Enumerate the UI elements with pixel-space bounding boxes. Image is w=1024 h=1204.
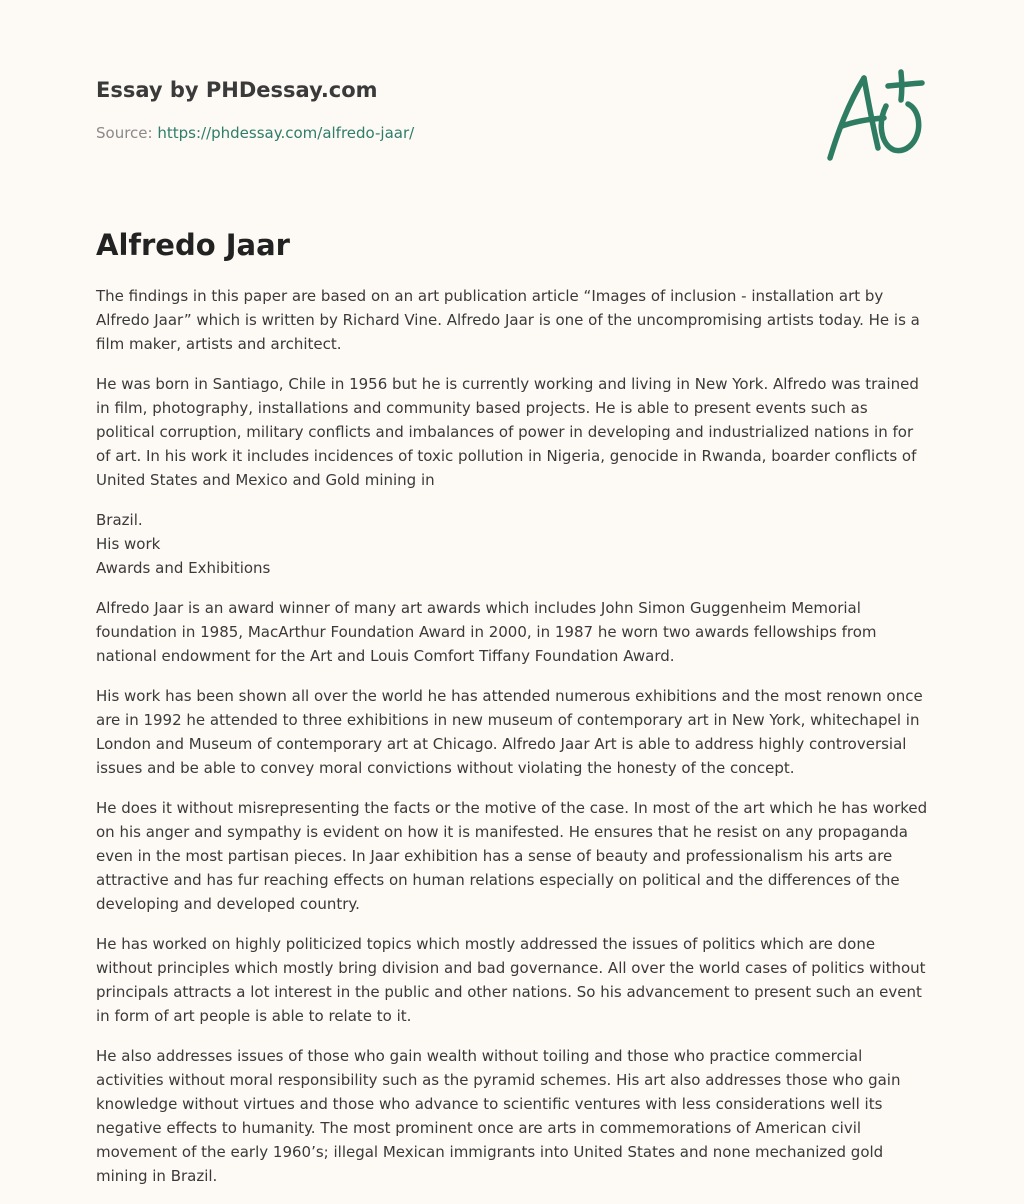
paragraph: He also addresses issues of those who gain wealth without toiling and those who practice commercial activities without moral responsibility such as the pyramid schemes. His art also addresses those who gain knowledge without virtues and those who advance to scientific ventures with less considerations well its negative effects to humanity. The most prominent once are arts in commemorations of American civil movement of the early 1960’s; illegal Mexican immigrants into United States and none mechanized gold mining in Brazil. xyxy=(96,1047,901,1185)
page-header xyxy=(96,76,796,143)
paragraph: He does it without misrepresenting the facts or the motive of the case. In most of the art which he has worked on his anger and sympathy is evident on how it is manifested. He ensures that he resist on any propaganda even in the most partisan pieces. In Jaar exhibition has a sense of beauty and professionalism his arts are attractive and has fur reaching effects on human relations especially on political and the differences of the developing and developed country. xyxy=(96,799,928,913)
short-lines-block xyxy=(96,508,928,580)
paragraph: Alfredo Jaar is an award winner of many art awards which includes John Simon Guggenheim Memorial foundation in 1985, MacArthur Foundation Award in 2000, in 1987 he worn two awards fellowships from national endowment for the Art and Louis Comfort Tiffany Foundation Award. xyxy=(96,599,877,665)
essay-body xyxy=(96,284,928,1204)
paragraph: The findings in this paper are based on an art publication article “Images of inclusion - installation art by Alfredo Jaar” which is written by Richard Vine. Alfredo Jaar is one of the uncompromising artists today. He is a film maker, artists and architect. xyxy=(96,287,920,353)
source-label: Source: xyxy=(96,124,153,142)
site-title: Essay by PHDessay.com xyxy=(96,78,378,102)
paragraph: He has worked on highly politicized topics which mostly addressed the issues of politics which are done without principles which mostly bring division and bad governance. All over the world cases of politics without principals attracts a lot interest in the public and other nations. So his advancement to present such an event in form of art people is able to relate to it. xyxy=(96,935,926,1025)
source-line xyxy=(96,123,796,143)
paragraph: His work has been shown all over the world he has attended numerous exhibitions and the most renown once are in 1992 he attended to three exhibitions in new museum of contemporary art in New York, whitechapel in London and Museum of contemporary art at Chicago. Alfredo Jaar Art is able to address highly controversial issues and be able to convey moral convictions without violating the honesty of the concept. xyxy=(96,687,923,777)
paragraph: He was born in Santiago, Chile in 1956 but he is currently working and living in New York. Alfredo was trained in film, photography, installations and community based projects. He is able to present events such as political corruption, military conflicts and imbalances of power in developing and industrialized nations in for of art. In his work it includes incidences of toxic pollution in Nigeria, genocide in Rwanda, boarder conflicts of United States and Mexico and Gold mining in xyxy=(96,375,919,489)
essay-title: Alfredo Jaar xyxy=(96,228,290,262)
short-line: Brazil. xyxy=(96,511,143,529)
short-line: His work xyxy=(96,535,161,553)
a-plus-logo-icon xyxy=(822,66,928,166)
section-heading: Awards and Exhibitions xyxy=(96,559,271,577)
source-link[interactable]: https://phdessay.com/alfredo-jaar/ xyxy=(157,124,415,142)
